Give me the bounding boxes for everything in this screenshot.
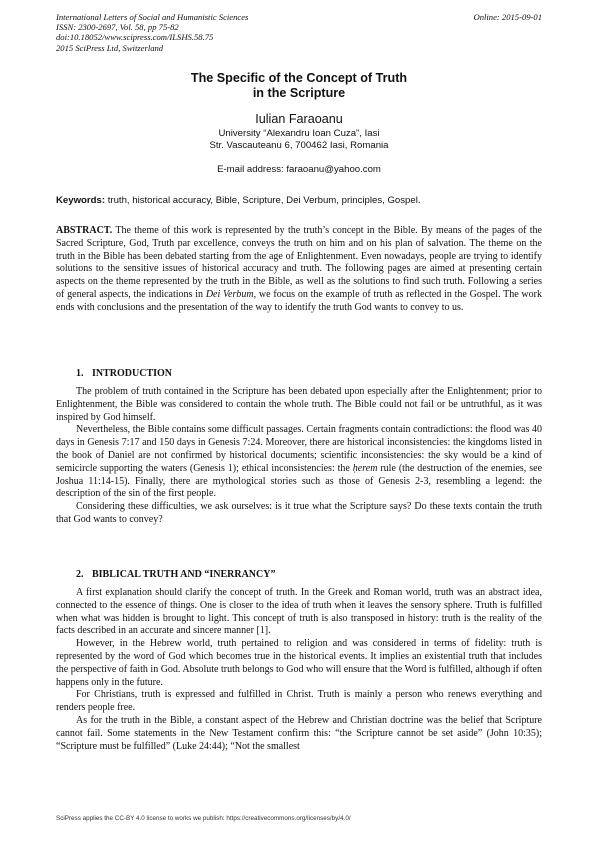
section-heading-introduction (56, 368, 542, 379)
section-title: BIBLICAL TRUTH AND “INERRANCY” (92, 569, 276, 580)
abstract (56, 225, 542, 315)
paragraph (56, 424, 542, 501)
section-number: 1. (76, 368, 84, 379)
author-name: Iulian Faraoanu (255, 112, 343, 126)
journal-copyright: 2015 SciPress Ltd, Switzerland (56, 42, 164, 53)
author-email: E-mail address: faraoanu@yahoo.com (217, 164, 381, 175)
section-introduction-body (56, 386, 542, 527)
keywords-label: Keywords: (56, 195, 106, 206)
online-date: Online: 2015-09-01 (473, 12, 542, 22)
keywords (56, 195, 542, 206)
journal-name: International Letters of Social and Humanistic Sciences (56, 12, 249, 22)
affiliation-line-2: Str. Vascauteanu 6, 700462 Iasi, Romania (209, 140, 389, 152)
section-biblical-truth-body (56, 587, 542, 753)
abstract-text-2: , we focus on the example of truth as reflected in the Gospel. The work ends with conclusions and the presentation of the way to identify the truth God wants to convey to us. (56, 288, 542, 313)
title-line-2: in the Scripture (252, 86, 346, 100)
paragraph-italic: ḥerem (352, 462, 378, 474)
paper-title (56, 71, 542, 101)
section-title: INTRODUCTION (92, 368, 173, 379)
paragraph: However, in the Hebrew world, truth pertained to religion and was considered in terms of fidelity: truth is represented by the word of God which becomes true in the historical events. It implies an existential truth that includes the perspective of faith in God. Absolute truth belongs to God who will ensure that the Word is fulfilled, although if often happens only in the future. (56, 638, 542, 688)
journal-issn: ISSN: 2300-2697, Vol. 58, pp 75-82 (56, 22, 179, 33)
abstract-label: ABSTRACT. (56, 225, 113, 236)
keywords-text: truth, historical accuracy, Bible, Scripture, Dei Verbum, principles, Gospel. (105, 195, 421, 206)
license-footer: SciPress applies the CC-BY 4.0 license to works we publish: https://creativecommons.org/licenses/by/4.0/ (56, 815, 351, 822)
journal-header (56, 12, 542, 53)
section-number: 2. (76, 569, 84, 580)
paragraph-text: Nevertheless, the Bible contains some difficult passages. Certain fragments contain contradictions: the flood was 40 days in Genesis 7:17 and 150 days in Genesis 7:24. Moreover, there are historical inconsistencies: the kingdoms listed in the book of Daniel are not confirmed by historical documents; scientific inconsistencies: the sky would be a kind of semicircle supporting the waters (Genesis 1); ethical inconsistencies: the (56, 424, 542, 474)
paragraph: Considering these difficulties, we ask ourselves: is it true what the Scripture says? Do these texts contain the truth that God wants to convey? (56, 501, 542, 525)
paragraph: The problem of truth contained in the Scripture has been debated upon especially after the Enlightenment; prior to Enlightenment, the Bible was considered to contain the whole truth. The Bible could not fail or be untruthful, as it was inspired by God himself. (56, 386, 542, 423)
affiliation-line-1: University “Alexandru Ioan Cuza”, Iasi (218, 128, 380, 139)
paragraph-text: rule (the destruction of the enemies, see Joshua 11:14-15). Finally, there are mythological stories such as those of Genesis 2-3, resembling a legend: the description of the sin of the first people. (56, 462, 543, 500)
abstract-italic: Dei Verbum (205, 288, 254, 300)
title-line-1: The Specific of the Concept of Truth (190, 71, 408, 85)
author-affiliation (56, 128, 542, 152)
abstract-text-1: The theme of this work is represented by the truth’s concept in the Bible. By means of the pages of the Sacred Scripture, God, Truth par excellence, conveys the truth on him and on his plan of salvation. The theme on the truth in the Bible has been debated starting from the age of Enlightenment. Even nowadays, people are trying to identify solutions to the sensitive issues of historical accuracy and truth. The following pages are aimed at presenting certain aspects on the theme represented by the truth in the Bible, as well as the solutions to find such truth. Following a series of general aspects, the indications in (56, 225, 542, 300)
paragraph: A first explanation should clarify the concept of truth. In the Greek and Roman world, truth was an abstract idea, connected to the essence of things. One is closer to the idea of truth when it leaves the sensory sphere. Truth is fulfilled when what was hidden is brought to light. This concept of truth is also transposed in history: truth is the reality of the facts described in an accurate and sincere manner [1]. (56, 587, 542, 637)
journal-doi: doi:10.18052/www.scipress.com/ILSHS.58.75 (56, 32, 214, 43)
section-heading-biblical-truth (56, 569, 542, 580)
paragraph: For Christians, truth is expressed and fulfilled in Christ. Truth is mainly a person who renews everything and renders people free. (56, 689, 542, 714)
paragraph: As for the truth in the Bible, a constant aspect of the Hebrew and Christian doctrine was the belief that Scripture cannot fail. Some statements in the New Testament confirm this: “the Scripture cannot be set aside” (John 10:35); “Scripture must be fulfilled” (Luke 24:44); “Not the smallest (56, 714, 542, 752)
